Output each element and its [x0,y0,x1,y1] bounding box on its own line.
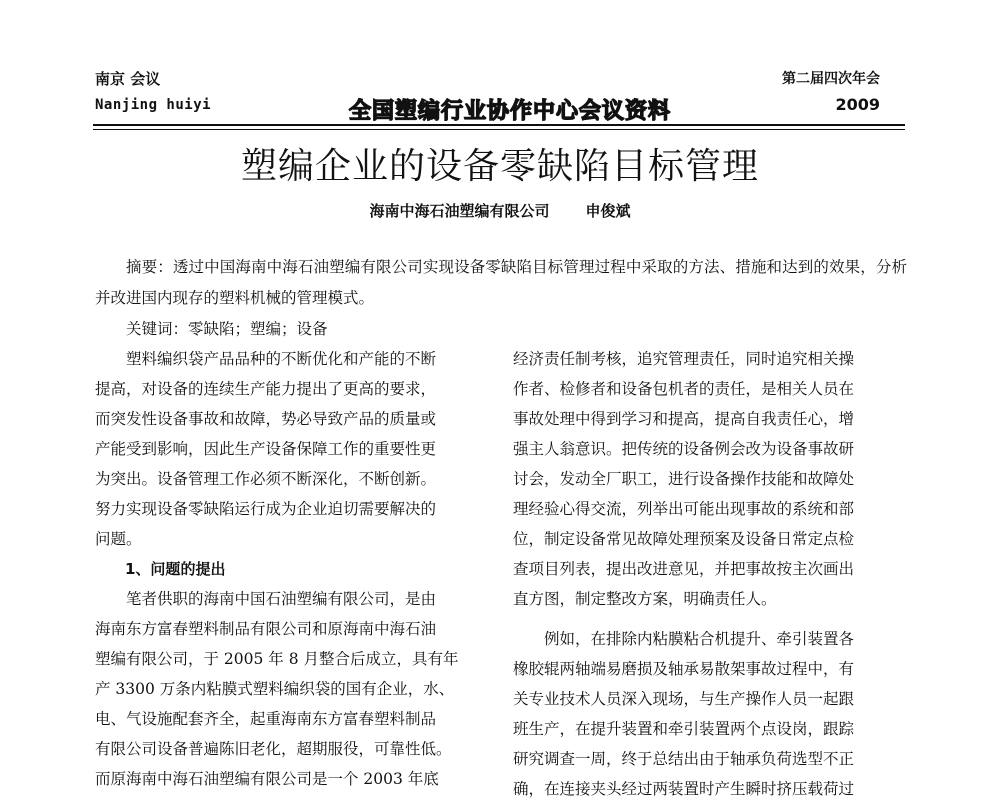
text-line: 笔者供职的海南中国石油塑编有限公司，是由 [95,590,437,608]
author-affiliation: 海南中海石油塑编有限公司 [369,202,550,220]
text-line: 事故处理中得到学习和提高，提高自我责任心，增 [513,410,855,428]
section-heading: 1、问题的提出 [95,560,226,578]
text-line: 查项目列表，提出改进意见，并把事故按主次画出 [513,560,855,578]
text-line: 强主人翁意识。把传统的设备例会改为设备事故研 [513,440,855,458]
text-line: 而原海南中海石油塑编有限公司是一个 2003 年底 [95,770,439,788]
body-column-right [513,344,905,804]
byline [0,200,1000,221]
text-line: 作者、检修者和设备包机者的责任，是相关人员在 [513,380,855,398]
header-left [95,66,211,118]
author-name: 申俊斌 [585,202,631,220]
text-line: 例如，在排除内粘膜粘合机提升、牵引装置各 [513,630,855,648]
text-line: 关专业技术人员深入现场，与生产操作人员一起跟 [513,690,855,708]
header-edition: 第二届四次年会 [782,71,880,87]
text-line: 而突发性设备事故和故障，势必导致产品的质量或 [95,410,437,428]
text-line: 位，制定设备常见故障处理预案及设备日常定点检 [513,530,855,548]
text-line: 直方图，制定整改方案，明确责任人。 [513,590,777,608]
header-venue-chinese: 南京 会议 [95,70,161,88]
header-conference-title: 全国塑编行业协作中心会议资料 [349,99,672,124]
text-line: 产 3300 万条内粘膜式塑料编织袋的国有企业，水、 [95,680,455,698]
text-line: 班生产，在提升装置和牵引装置两个点设岗，跟踪 [513,720,855,738]
text-line: 经济责任制考核，追究管理责任，同时追究相关操 [513,350,855,368]
header-venue-pinyin: Nanjing huiyi [95,97,212,113]
text-line: 讨会，发动全厂职工，进行设备操作技能和故障处 [513,470,855,488]
text-line: 确，在连接夹头经过两装置时产生瞬时挤压载荷过 [513,780,855,798]
article-title: 塑编企业的设备零缺陷目标管理 [240,146,759,187]
text-line: 问题。 [95,530,142,548]
abstract: 摘要：透过中国海南中海石油塑编有限公司实现设备零缺陷目标管理过程中采取的方法、措施和达到的效果，分析并改进国内现存的塑料机械的管理模式。 [95,258,907,307]
body-column-left [95,344,488,794]
text-line: 海南东方富春塑料制品有限公司和原海南中海石油 [95,620,437,638]
header-rule-thick [93,124,905,126]
header-rule-thin [93,129,905,130]
text-line: 有限公司设备普遍陈旧老化，超期服役，可靠性低。 [95,740,452,758]
text-line: 理经验心得交流，列举出可能出现事故的系统和部 [513,500,855,518]
text-line: 塑编有限公司，于 2005 年 8 月整合后成立，具有年 [95,650,459,668]
text-line: 塑料编织袋产品品种的不断优化和产能的不断 [95,350,437,368]
text-line: 提高，对设备的连续生产能力提出了更高的要求， [95,380,437,398]
text-line: 研究调查一周，终于总结出由于轴承负荷选型不正 [513,750,855,768]
text-line: 为突出。设备管理工作必须不断深化，不断创新。 [95,470,437,488]
text-line: 电、气设施配套齐全，起重海南东方富春塑料制品 [95,710,437,728]
text-line: 产能受到影响，因此生产设备保障工作的重要性更 [95,440,437,458]
text-line: 努力实现设备零缺陷运行成为企业迫切需要解决的 [95,500,437,518]
text-line: 橡胶辊两轴端易磨损及轴承易散架事故过程中，有 [513,660,855,678]
header-right [782,66,880,118]
keywords: 关键词：零缺陷；塑编；设备 [126,320,328,338]
header-year: 2009 [835,95,880,114]
